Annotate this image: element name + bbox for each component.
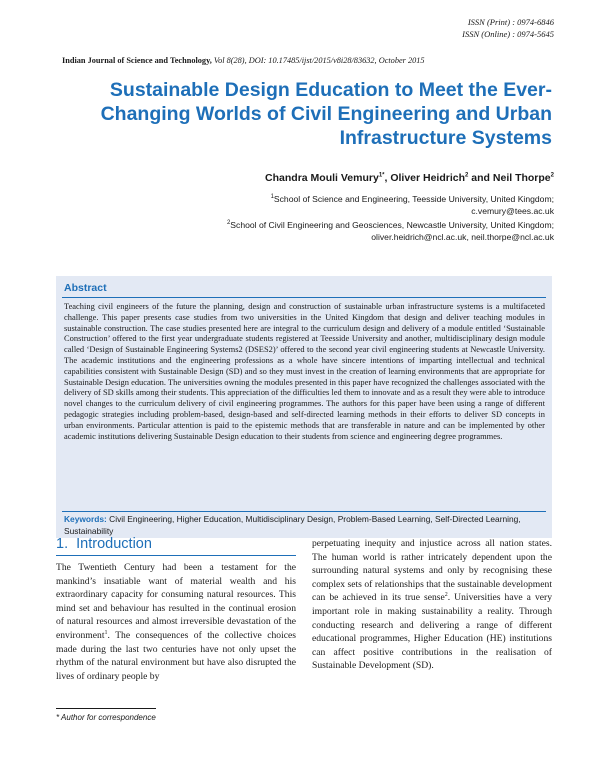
aff2-sup: 2	[226, 220, 231, 226]
keywords-label: Keywords:	[64, 514, 107, 524]
author-sep-1: ,	[384, 172, 391, 184]
author-3: Neil Thorpe	[492, 172, 551, 184]
abstract-text: Teaching civil engineers of the future the planning, design and construction of sustainable urban infrastructure systems is a multifaceted challenge. This paper presents case studies from two universities in the United Kingdom that design and deliver teaching modules in sustainable construction. The case studies presented here are integral to the curriculum design and delivery of a module entitled ‘Sustainable Construction’ offered to the first year undergraduate students registered at Teesside University and another, multidisciplinary design module called ‘Design of Sustainable Engineering Systems2 (DSES2)’ offered to the second year civil engineering students at Newcastle University. The academic institutions and the engineering professions as a whole have sincere intentions of imparting intellectual and technical capabilities consistent with Sustainable Design (SD) and so they must invest in the creation of learning environments that are appropriate for Sustainable Design education. The universities owning the modules presented in this paper have recognized the challenges associated with the delivery of SD skills among their students. This appreciation of the difficulties led them to innovate and as a result they were able to introduce novel changes to the curriculum delivery of civil engineering programmes. The authors for this paper have been using a range of different pedagogic strategies including problem-based, design-based and self-directed learning methods in their efforts to deliver SD concepts in urban environments. Particular attention is paid to the epistemic methods that are transferable in nature and can be implemented by other academic institutions delivering Sustainable Design education to their students from science and engineering degree programmes.	[64, 301, 545, 441]
citation-2: 2	[444, 592, 448, 599]
footnote: * Author for correspondence	[56, 713, 156, 722]
journal-name: Indian Journal of Science and Technology,	[62, 56, 212, 65]
paper-title: Sustainable Design Education to Meet the Ever-Changing Worlds of Civil Engineering and Urban Infrastructure Systems	[100, 79, 552, 149]
section-heading	[56, 536, 152, 552]
aff1-email: c.vemury@tees.ac.uk	[471, 206, 554, 217]
citation-1: 1	[104, 629, 108, 636]
issn-online: ISSN (Online) : 0974-5645	[462, 29, 554, 39]
section-number: 1.	[56, 536, 69, 552]
right-paragraph-end: . Universities have a very important role in making sustainability a reality. Through conducting research and delivering a range of different educational programmes, Higher Education (HE) institutions can affect positive contributions in the realisation of Sustainable Development (SD).	[312, 592, 552, 672]
section-title: Introduction	[76, 536, 152, 552]
author-3-sup: 2	[550, 172, 554, 179]
aff2-text: School of Civil Engineering and Geosciences, Newcastle University, United Kingdom;	[230, 219, 554, 230]
author-1-sup: 1*	[378, 172, 385, 179]
body-right-column	[312, 537, 552, 673]
abstract-heading: Abstract	[64, 282, 107, 294]
left-paragraph-end: . The consequences of the collective choices made during the last two centuries have not only upset the rhythm of the natural environment but have also disrupted the lives of ordinary people by	[56, 629, 296, 682]
left-paragraph: The Twentieth Century had been a testament for the mankind’s insatiable want of material wealth and his extraordinary capacity for consuming natural resources. This mind set and behaviour has resulted in the continual erosion of natural resources and almost irreversible devastation of the environment	[56, 562, 296, 641]
author-2: Oliver Heidrich	[390, 172, 466, 184]
keywords-text: Civil Engineering, Higher Education, Multidisciplinary Design, Problem-Based Learning, Self-Directed Learning, Sustainability	[64, 514, 521, 536]
section-divider	[56, 555, 296, 556]
aff1-text: School of Science and Engineering, Teesside University, United Kingdom;	[273, 193, 554, 204]
journal-details: Vol 8(28), DOI: 10.17485/ijst/2015/v8i28/83632, October 2015	[213, 56, 425, 65]
body-left-column	[56, 561, 296, 683]
aff1-sup: 1	[270, 194, 274, 200]
journal-citation	[62, 56, 425, 65]
issn-print: ISSN (Print) : 0974-6846	[467, 17, 554, 27]
keywords	[64, 514, 545, 537]
abstract-divider	[62, 297, 546, 298]
author-sep-2: and	[468, 172, 493, 184]
right-paragraph: perpetuating inequity and injustice across all nation states. The human world is rather intricately dependent upon the surrounding natural systems and only by recognising these complex sets of relationships that the sustainable development can be achieved in its true sense	[312, 538, 552, 604]
aff2-email: oliver.heidrich@ncl.ac.uk, neil.thorpe@ncl.ac.uk	[371, 232, 554, 243]
author-1: Chandra Mouli Vemury	[265, 172, 379, 184]
author-list	[265, 172, 554, 184]
author-2-sup: 2	[465, 172, 469, 179]
keywords-divider	[62, 511, 546, 512]
affiliation-1	[271, 191, 554, 218]
affiliation-2	[227, 217, 554, 244]
footnote-divider	[56, 708, 156, 709]
